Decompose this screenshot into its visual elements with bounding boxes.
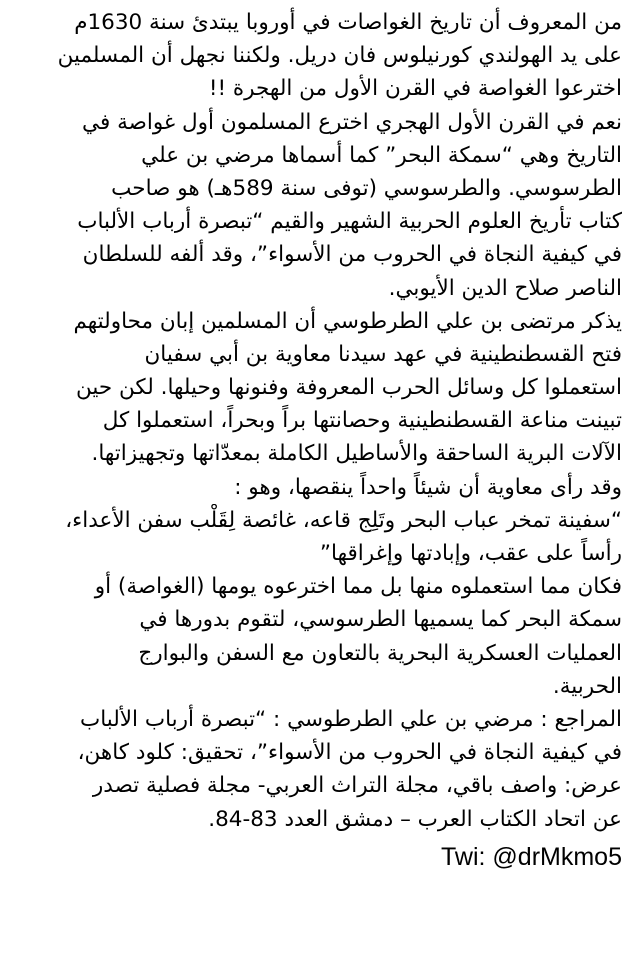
text-line: فتح القسطنطينية في عهد سيدنا معاوية بن أبي سفيان [144,341,622,367]
article-body [17,6,622,836]
text-line: استعملوا كل وسائل الحرب المعروفة وفنونها وحيلها. لكن حين [76,375,622,401]
text-line: الناصر صلاح الدين الأيوبي. [388,275,622,301]
twitter-handle: Twi: @drMkmo5 [441,842,622,871]
text-line: في كيفية النجاة في الحروب من الأسواء”، وقد ألفه للسلطان [82,242,622,268]
text-line: على يد الهولندي كورنيلوس فان دريل. ولكننا نجهل أن المسلمين [57,43,622,69]
text-line: فكان مما استعملوه منها بل مما اخترعوه يومها (الغواصة) أو [94,574,622,600]
text-line: التاريخ وهي “سمكة البحر” كما أسماها مرضي بن علي [141,142,622,168]
quote-line: رأساً على عقب، وإبادتها وإغراقها” [319,541,622,566]
text-line: اخترعوا الغواصة في القرن الأول من الهجرة !! [208,76,622,102]
reference-line: في كيفية النجاة في الحروب من الأسواء”، تحقيق: كلود كاهن، [77,740,622,766]
quote-line: “سفينة تمخر عباب البحر وتَلِج قاعه، غائصة لِقَلْب سفن الأعداء، [65,507,622,533]
text-line: وقد رأى معاوية أن شيئاً واحداً ينقصها، وهو : [234,474,622,500]
reference-line: عرض: واصف باقي، مجلة التراث العربي- مجلة فصلية تصدر [92,773,622,799]
text-line: الحربية. [552,673,622,699]
text-line: سمكة البحر كما يسميها الطرسوسي، لتقوم بدورها في [139,607,622,633]
text-line: العمليات العسكرية البحرية بالتعاون مع السفن والبوارج [138,640,622,666]
text-line: الآلات البرية الساحقة والأساطيل الكاملة بمعدّاتها وتجهيزاتها. [91,441,622,467]
text-line: تبينت مناعة القسطنطينية وحصانتها براً وبحراً، استعملوا كل [102,408,622,434]
reference-line: المراجع : مرضي بن علي الطرطوسي : “تبصرة أرباب الألباب [79,706,622,732]
text-line: نعم في القرن الأول الهجري اخترع المسلمون أول غواصة في [82,109,622,135]
text-line: يذكر مرتضى بن علي الطرطوسي أن المسلمين إبان محاولتهم [73,308,622,334]
text-line: الطرسوسي. والطرسوسي (توفى سنة 589هـ) هو صاحب [111,175,622,201]
reference-line: عن اتحاد الكتاب العرب – دمشق العدد 83-84. [208,806,622,832]
text-line: كتاب تأريخ العلوم الحربية الشهير والقيم “تبصرة أرباب الألباب [77,209,622,235]
text-line: من المعروف أن تاريخ الغواصات في أوروبا يبتدئ سنة 1630م [74,10,622,35]
